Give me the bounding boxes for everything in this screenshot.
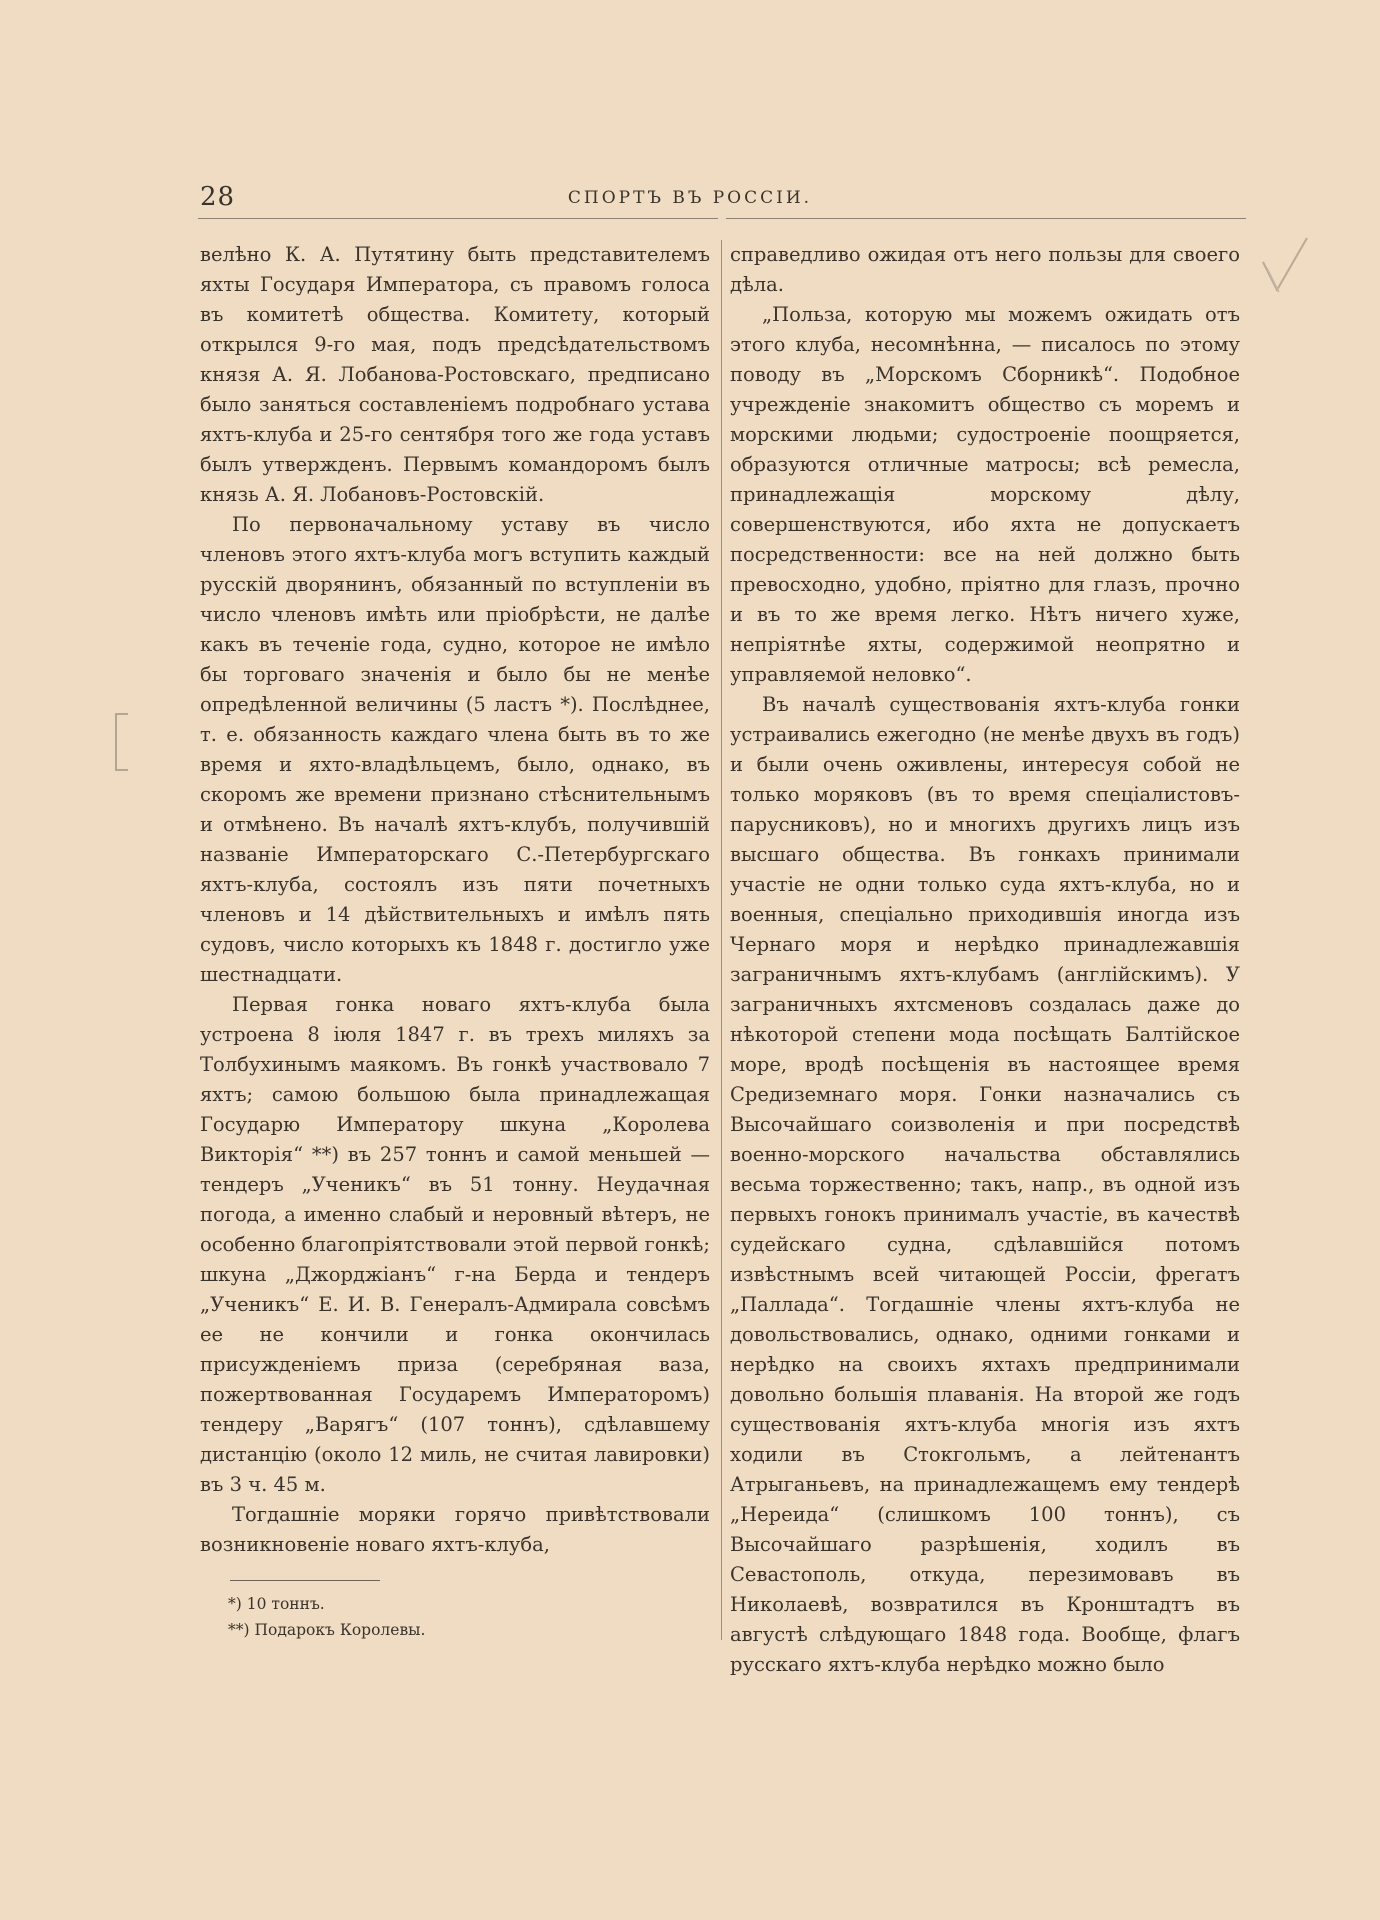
right-column	[730, 240, 1240, 1680]
paragraph: Въ началѣ существованія яхтъ-клуба гонки устраивались ежегодно (не менѣе двухъ въ годъ) и были очень оживлены, интересуя собой не только моряковъ (въ то время спеціалистовъ-парусниковъ), но и многихъ другихъ лицъ изъ высшаго общества. Въ гонкахъ принимали участіе не одни только суда яхтъ-клуба, но и военныя, спеціально приходившія иногда изъ Чернаго моря и нерѣдко принадлежавшія заграничнымъ яхтъ-клубамъ (англійскимъ). У заграничныхъ яхтсменовъ создалась даже до нѣкоторой степени мода посѣщать Балтійское море, вродѣ посѣщенія въ настоящее время Средиземнаго моря. Гонки назначались съ Высочайшаго соизволенія и при посредствѣ военно-морского начальства обставлялись весьма торжественно; такъ, напр., въ одной изъ первыхъ гонокъ принималъ участіе, въ качествѣ судейскаго судна, сдѣлавшійся потомъ извѣстнымъ всей читающей Россіи, фрегатъ „Паллада“. Тогдашніе члены яхтъ-клуба не довольствовались, однако, одними гонками и нерѣдко на своихъ яхтахъ предпринимали довольно большія плаванія. На второй же годъ существованія яхтъ-клуба многія изъ яхтъ ходили въ Стокгольмъ, а лейтенантъ Атрыганьевъ, на принадлежащемъ ему тендерѣ „Нереида“ (слишкомъ 100 тоннъ), съ Высочайшаго разрѣшенія, ходилъ въ Севастополь, откуда, перезимовавъ въ Николаевѣ, возвратился въ Кронштадтъ въ августѣ слѣдующаго 1848 года. Вообще, флагъ русскаго яхтъ-клуба нерѣдко можно было	[730, 693, 1240, 1676]
paragraph: справедливо ожидая отъ него пользы для своего дѣла.	[730, 243, 1240, 296]
footnotes	[200, 1591, 710, 1643]
column-divider	[721, 240, 722, 1640]
paragraph: Тогдашніе моряки горячо привѣтствовали возникновеніе новаго яхтъ-клуба,	[200, 1503, 710, 1556]
page-number: 28	[200, 182, 236, 212]
footnote: **) Подарокъ Королевы.	[228, 1621, 426, 1639]
header-rule-right	[726, 218, 1246, 219]
paragraph: По первоначальному уставу въ число членовъ этого яхтъ-клуба могъ вступить каждый русскій дворянинъ, обязанный по вступленіи въ число членовъ имѣть или пріобрѣсти, не далѣе какъ въ теченіе года, судно, которое не имѣло бы торговаго значенія и было бы не менѣе опредѣленной величины (5 ластъ *). Послѣднее, т. е. обязанность каждаго члена быть въ то же время и яхто-владѣльцемъ, было, однако, въ скоромъ же времени признано стѣснительнымъ и отмѣнено. Въ началѣ яхтъ-клубъ, получившій названіе Императорскаго С.-Петербургскаго яхтъ-клуба, состоялъ изъ пяти почетныхъ членовъ и 14 дѣйствительныхъ и имѣлъ пять судовъ, число которыхъ къ 1848 г. достигло уже шестнадцати.	[200, 513, 710, 986]
paragraph: велѣно К. А. Путятину быть представителемъ яхты Государя Императора, съ правомъ голоса въ комитетѣ общества. Комитету, который открылся 9-го мая, подъ предсѣдательствомъ князя А. Я. Лобанова-Ростовскаго, предписано было заняться составленіемъ подробнаго устава яхтъ-клуба и 25-го сентября того же года уставъ былъ утвержденъ. Первымъ командоромъ былъ князь А. Я. Лобановъ-Ростовскій.	[200, 243, 710, 506]
header-rule-left	[198, 218, 718, 219]
margin-bracket-mark-icon	[112, 712, 132, 772]
footnote: *) 10 тоннъ.	[228, 1595, 325, 1613]
footnote-rule	[230, 1580, 380, 1581]
paragraph: Первая гонка новаго яхтъ-клуба была устроена 8 іюля 1847 г. въ трехъ миляхъ за Толбухинымъ маякомъ. Въ гонкѣ участвовало 7 яхтъ; самою большою была принадлежащая Государю Императору шкуна „Королева Викторія“ **) въ 257 тоннъ и самой меньшей — тендеръ „Ученикъ“ въ 51 тонну. Неудачная погода, а именно слабый и неровный вѣтеръ, не особенно благопріятствовали этой первой гонкѣ; шкуна „Джорджіанъ“ г-на Берда и тендеръ „Ученикъ“ Е. И. В. Генералъ-Адмирала совсѣмъ ее не кончили и гонка окончилась присужденіемъ приза (серебряная ваза, пожертвованная Государемъ Императоромъ) тендеру „Варягъ“ (107 тоннъ), сдѣлавшему дистанцію (около 12 миль, не считая лавировки) въ 3 ч. 45 м.	[200, 993, 710, 1496]
pencil-check-mark-icon	[1255, 232, 1315, 302]
running-head: СПОРТЪ ВЪ РОССІИ.	[567, 188, 813, 208]
paragraph: „Польза, которую мы можемъ ожидать отъ этого клуба, несомнѣнна, — писалось по этому поводу въ „Морскомъ Сборникѣ“. Подобное учрежденіе знакомитъ общество съ моремъ и морскими людьми; судостроеніе поощряется, образуются отличные матросы; всѣ ремесла, принадлежащія морскому дѣлу, совершенствуются, ибо яхта не допускаетъ посредственности: все на ней должно быть превосходно, удобно, пріятно для глазъ, прочно и въ то же время легко. Нѣтъ ничего хуже, непріятнѣе яхты, содержимой неопрятно и управляемой неловко“.	[730, 303, 1240, 686]
left-column	[200, 240, 710, 1643]
